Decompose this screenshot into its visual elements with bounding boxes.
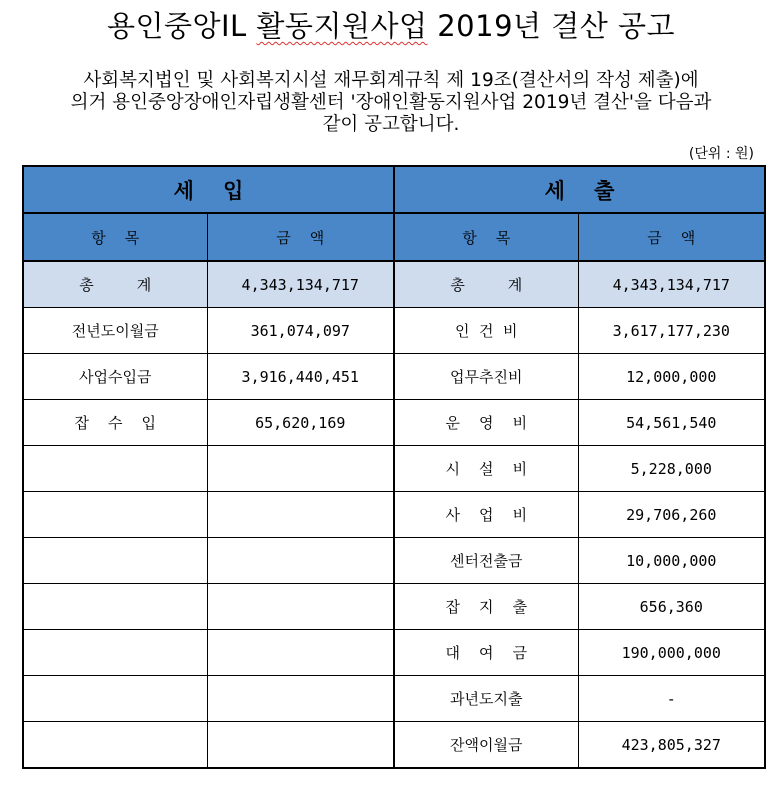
income-item: 잡 수 입	[23, 400, 207, 446]
table-row	[23, 584, 765, 630]
total-row	[23, 261, 765, 308]
expense-amount-header: 금 액	[578, 213, 765, 261]
income-amount	[207, 584, 394, 630]
table-row	[23, 722, 765, 769]
expense-item: 센터전출금	[394, 538, 578, 584]
income-item	[23, 584, 207, 630]
income-amount	[207, 446, 394, 492]
income-item	[23, 492, 207, 538]
intro-line-3: 같이 공고합니다.	[322, 114, 460, 135]
expense-item: 업무추진비	[394, 354, 578, 400]
table-row	[23, 400, 765, 446]
expense-amount: 10,000,000	[578, 538, 765, 584]
expense-amount: 54,561,540	[578, 400, 765, 446]
expense-item: 인 건 비	[394, 308, 578, 354]
income-item	[23, 676, 207, 722]
expense-amount: 423,805,327	[578, 722, 765, 769]
expense-item: 시 설 비	[394, 446, 578, 492]
income-item-header: 항 목	[23, 213, 207, 261]
income-total-label: 총 계	[23, 261, 207, 308]
income-amount: 361,074,097	[207, 308, 394, 354]
expense-amount: 656,360	[578, 584, 765, 630]
table-row	[23, 308, 765, 354]
expense-amount: 29,706,260	[578, 492, 765, 538]
income-total-amount: 4,343,134,717	[207, 261, 394, 308]
table-row	[23, 676, 765, 722]
income-amount	[207, 492, 394, 538]
expense-amount: 190,000,000	[578, 630, 765, 676]
income-item	[23, 538, 207, 584]
expense-amount: 3,617,177,230	[578, 308, 765, 354]
title-suffix: 2019년 결산 공고	[427, 9, 676, 43]
title-prefix: 용인중앙IL	[106, 9, 257, 43]
income-amount: 65,620,169	[207, 400, 394, 446]
income-amount: 3,916,440,451	[207, 354, 394, 400]
expense-item: 잡 지 출	[394, 584, 578, 630]
intro-paragraph	[20, 70, 762, 136]
expense-item: 과년도지출	[394, 676, 578, 722]
table-row	[23, 538, 765, 584]
expense-item: 사 업 비	[394, 492, 578, 538]
income-amount-header: 금 액	[207, 213, 394, 261]
expense-amount: -	[578, 676, 765, 722]
income-amount	[207, 630, 394, 676]
page-title	[0, 4, 782, 45]
income-amount	[207, 538, 394, 584]
section-header-row	[23, 166, 765, 213]
unit-label: (단위 : 원)	[688, 146, 754, 162]
expense-item-header: 항 목	[394, 213, 578, 261]
table-row	[23, 354, 765, 400]
expense-item: 운 영 비	[394, 400, 578, 446]
table-row	[23, 630, 765, 676]
income-amount	[207, 722, 394, 769]
income-item	[23, 722, 207, 769]
income-item: 사업수입금	[23, 354, 207, 400]
expense-item: 잔액이월금	[394, 722, 578, 769]
expense-amount: 12,000,000	[578, 354, 765, 400]
table-row	[23, 446, 765, 492]
income-item	[23, 630, 207, 676]
column-header-row	[23, 213, 765, 261]
expense-total-amount: 4,343,134,717	[578, 261, 765, 308]
income-amount	[207, 676, 394, 722]
income-item: 전년도이월금	[23, 308, 207, 354]
expense-item: 대 여 금	[394, 630, 578, 676]
table-row	[23, 492, 765, 538]
expense-header: 세 출	[394, 166, 765, 213]
title-underlined: 활동지원사업	[256, 9, 428, 43]
income-item	[23, 446, 207, 492]
intro-line-1: 사회복지법인 및 사회복지시설 재무회계규칙 제 19조(결산서의 작성 제출)에	[83, 70, 699, 91]
intro-line-2: 의거 용인중앙장애인자립생활센터 '장애인활동지원사업 2019년 결산'을 다음과	[70, 92, 712, 113]
expense-total-label: 총 계	[394, 261, 578, 308]
income-header: 세 입	[23, 166, 394, 213]
expense-amount: 5,228,000	[578, 446, 765, 492]
settlement-table	[22, 165, 766, 769]
